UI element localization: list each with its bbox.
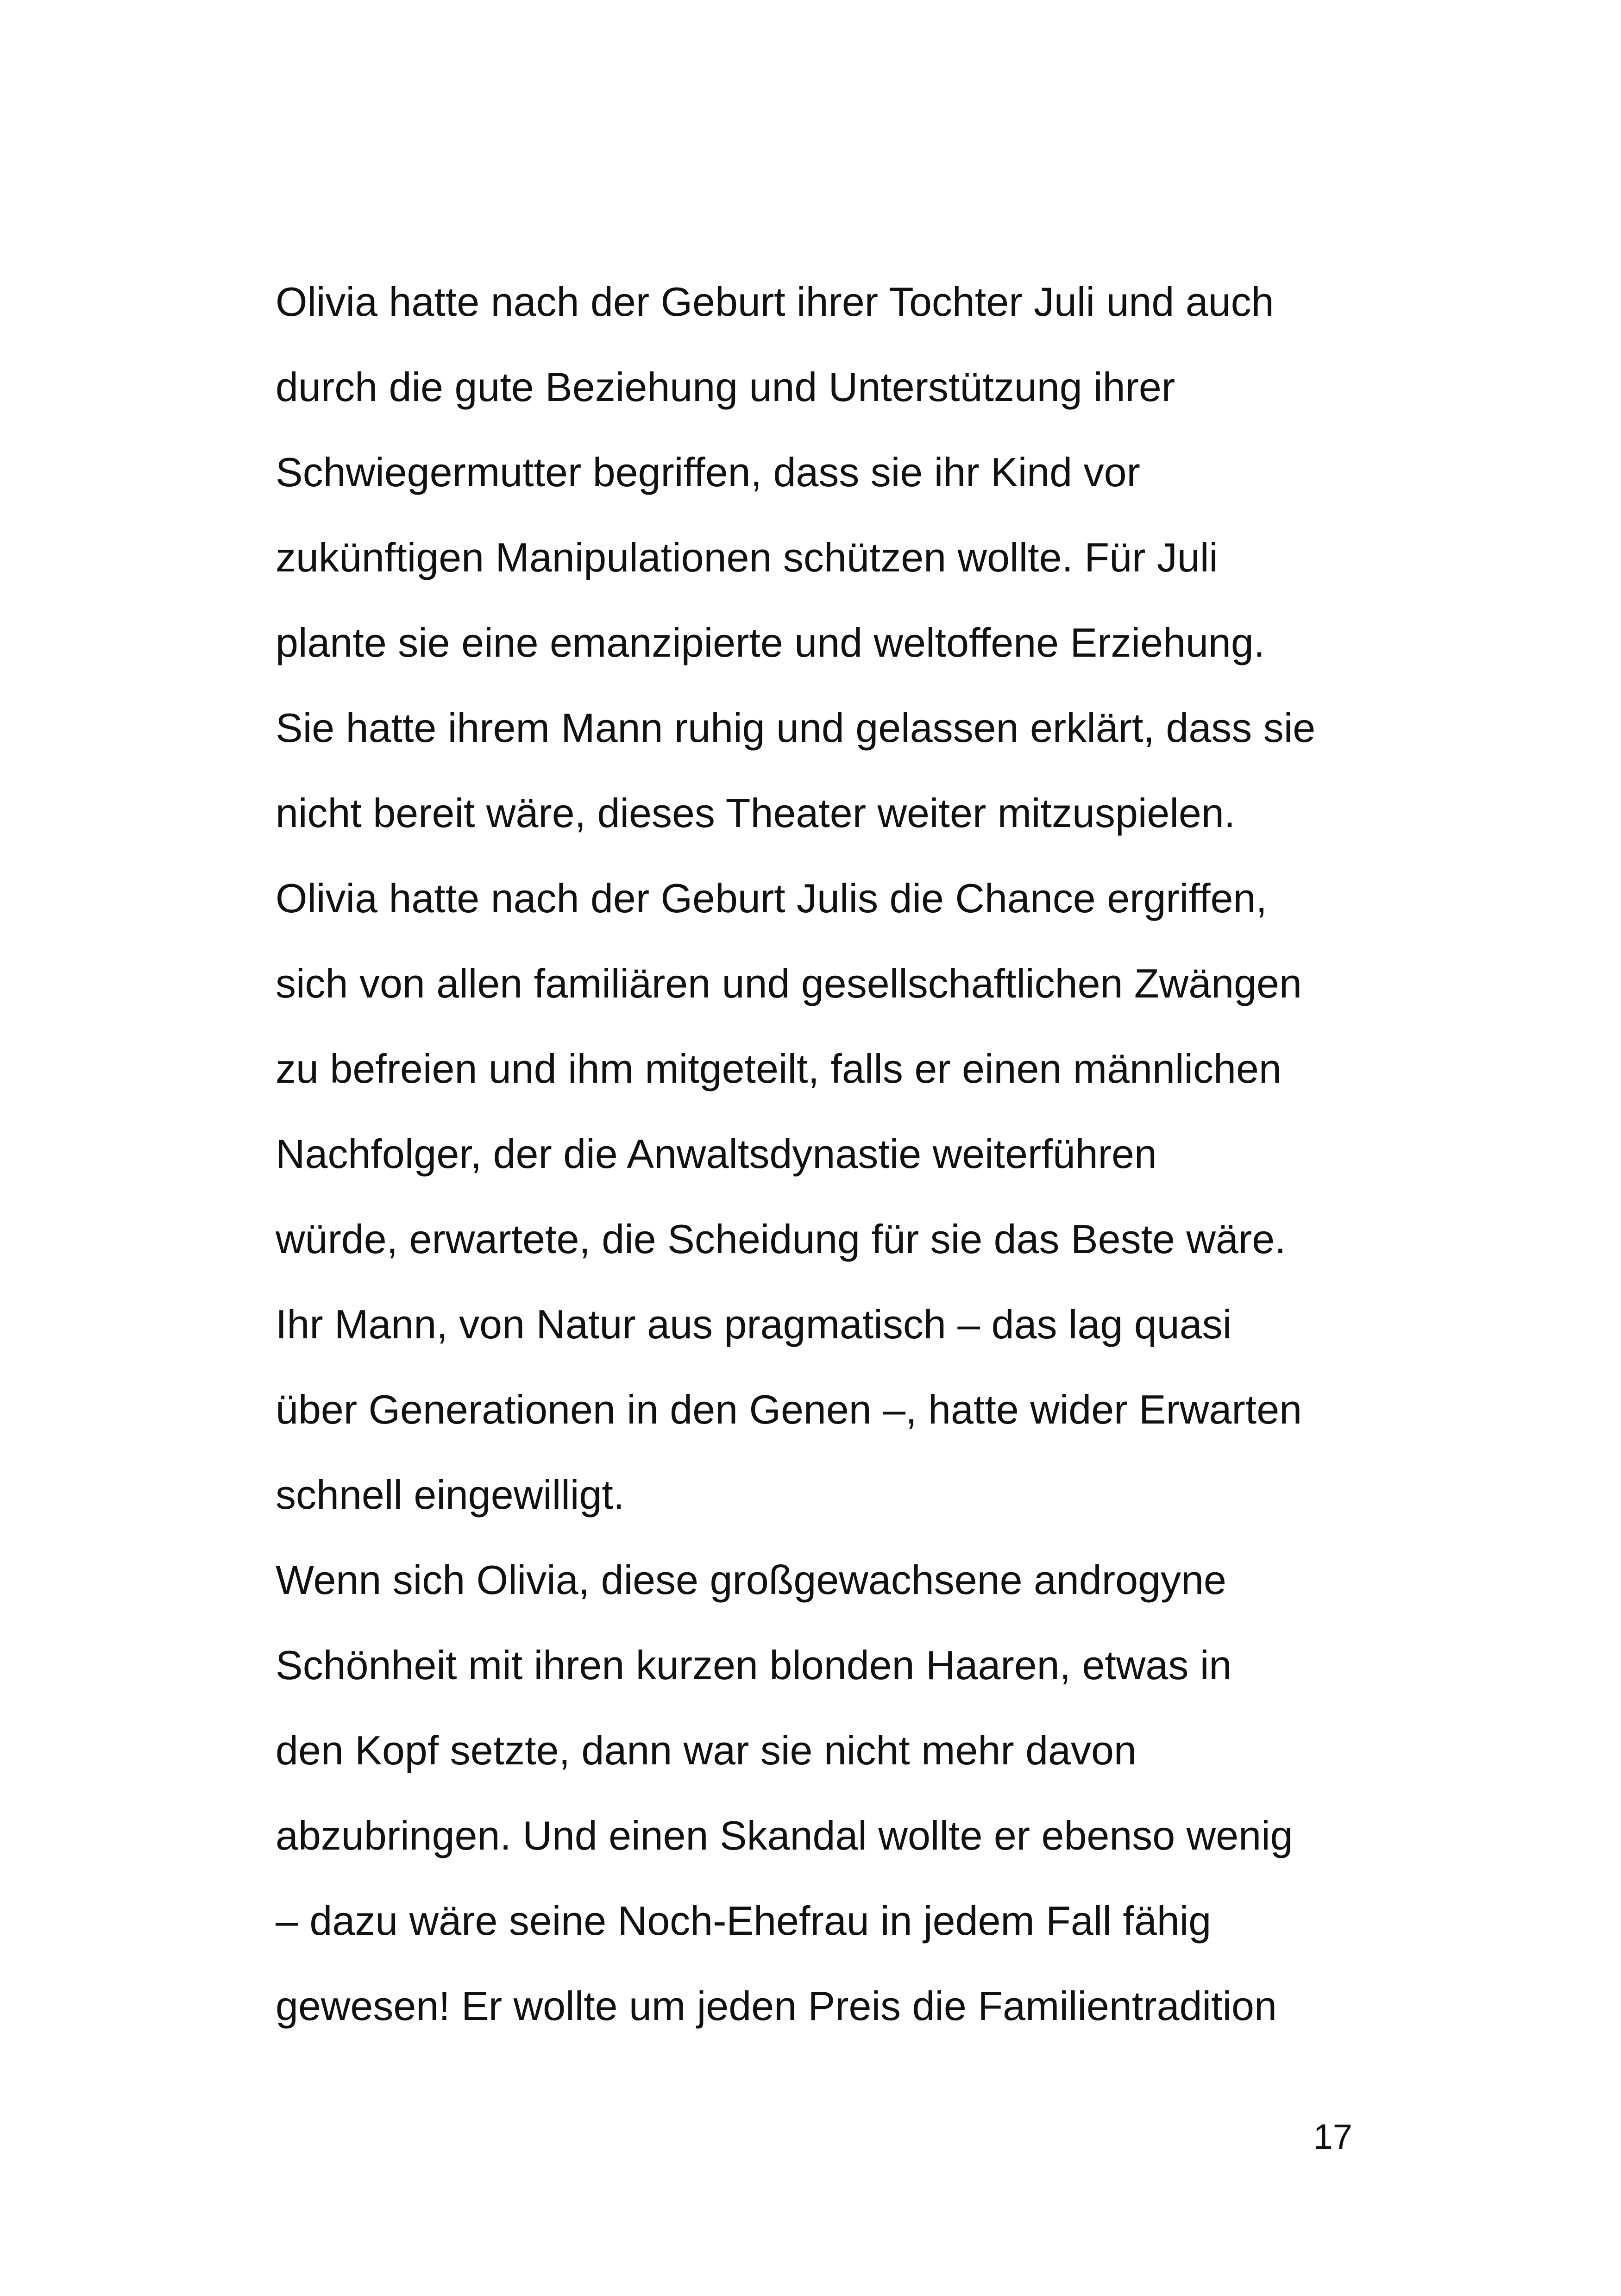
text-line: – dazu wäre seine Noch-Ehefrau in jedem Fall fähig: [276, 1898, 1212, 1944]
text-line: zukünftigen Manipulationen schützen wollte. Für Juli: [276, 534, 1218, 580]
text-line: den Kopf setzte, dann war sie nicht mehr davon: [276, 1727, 1137, 1773]
text-line: über Generationen in den Genen –, hatte wider Erwarten: [276, 1386, 1302, 1432]
body-text: [276, 259, 1369, 2049]
text-line: durch die gute Beziehung und Unterstützung ihrer: [276, 364, 1175, 410]
text-line: würde, erwartete, die Scheidung für sie das Beste wäre.: [276, 1216, 1286, 1262]
text-line: Sie hatte ihrem Mann ruhig und gelassen erklärt, dass sie: [276, 705, 1316, 751]
text-line: gewesen! Er wollte um jeden Preis die Familientradition: [276, 1983, 1277, 2029]
text-line: nicht bereit wäre, dieses Theater weiter mitzuspielen.: [276, 790, 1236, 836]
text-line: Wenn sich Olivia, diese großgewachsene androgyne: [276, 1557, 1226, 1603]
text-line: Schönheit mit ihren kurzen blonden Haaren, etwas in: [276, 1642, 1232, 1688]
text-line: plante sie eine emanzipierte und weltoffene Erziehung.: [276, 620, 1265, 665]
text-line: Olivia hatte nach der Geburt ihrer Tochter Juli und auch: [276, 279, 1274, 325]
text-line: Schwiegermutter begriffen, dass sie ihr Kind vor: [276, 449, 1140, 495]
text-line: Olivia hatte nach der Geburt Julis die Chance ergriffen,: [276, 875, 1267, 921]
text-line: zu befreien und ihm mitgeteilt, falls er einen männlichen: [276, 1046, 1282, 1092]
text-line: schnell eingewilligt.: [276, 1472, 625, 1518]
text-line: Ihr Mann, von Natur aus pragmatisch – das lag quasi: [276, 1301, 1232, 1347]
page-number: 17: [1313, 2117, 1352, 2157]
text-line: abzubringen. Und einen Skandal wollte er ebenso wenig: [276, 1813, 1293, 1858]
text-line: Nachfolger, der die Anwaltsdynastie weiterführen: [276, 1131, 1157, 1177]
text-line: sich von allen familiären und gesellschaftlichen Zwängen: [276, 960, 1302, 1006]
